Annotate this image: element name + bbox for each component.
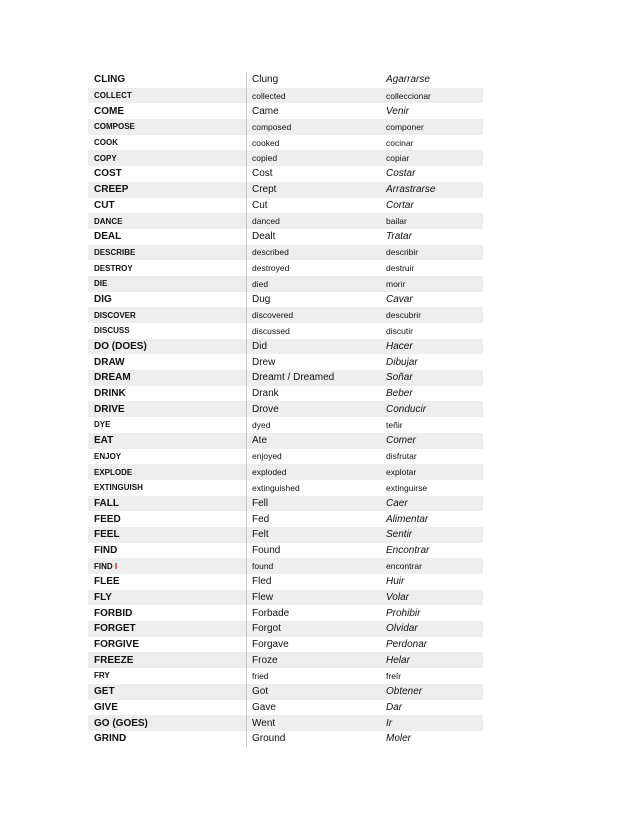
table-row xyxy=(88,119,483,135)
verb-infinitive xyxy=(88,248,246,257)
verb-infinitive-text: GRIND xyxy=(94,733,127,745)
verb-infinitive xyxy=(88,420,246,429)
table-row xyxy=(88,449,483,465)
verb-spanish: componer xyxy=(386,121,424,132)
table-row xyxy=(88,401,483,417)
table-row xyxy=(88,354,483,370)
verb-past: Cut xyxy=(252,199,268,211)
verb-infinitive-text: COST xyxy=(94,168,122,180)
verb-spanish: colleccionar xyxy=(386,90,431,101)
table-row xyxy=(88,276,483,292)
verb-infinitive xyxy=(88,138,246,147)
verb-infinitive-text: FORGIVE xyxy=(94,639,140,651)
verb-spanish: destruir xyxy=(386,263,415,274)
table-row xyxy=(88,88,483,104)
table-row xyxy=(88,574,483,590)
verb-infinitive xyxy=(88,326,246,335)
verb-infinitive xyxy=(88,592,246,603)
verb-infinitive xyxy=(88,576,246,587)
verb-past: Dealt xyxy=(252,231,276,243)
verb-infinitive xyxy=(88,702,246,713)
verb-spanish: Prohibir xyxy=(386,607,421,619)
table-row xyxy=(88,543,483,559)
verb-spanish: Hacer xyxy=(386,341,413,353)
verb-spanish: cocinar xyxy=(386,137,414,148)
verb-infinitive-text: DEAL xyxy=(94,231,122,243)
verb-infinitive xyxy=(88,452,246,461)
table-row xyxy=(88,323,483,339)
verb-past: Crept xyxy=(252,184,277,196)
verb-infinitive-text: COLLECT xyxy=(94,91,132,101)
verb-spanish: Comer xyxy=(386,435,417,447)
verb-spanish: bailar xyxy=(386,216,407,227)
verb-past: died xyxy=(252,278,269,289)
verb-past: fried xyxy=(252,670,269,681)
verb-infinitive xyxy=(88,514,246,525)
verb-infinitive-text: DRINK xyxy=(94,388,126,400)
verb-past: Fed xyxy=(252,513,270,525)
verb-past: copied xyxy=(252,153,278,164)
verb-past: composed xyxy=(252,121,292,132)
table-row xyxy=(88,198,483,214)
verb-spanish: describir xyxy=(386,247,419,258)
verb-infinitive xyxy=(88,529,246,540)
table-row xyxy=(88,72,483,88)
verb-past: Flew xyxy=(252,592,274,604)
verb-infinitive xyxy=(88,279,246,288)
verb-spanish: Obtener xyxy=(386,686,423,698)
verb-infinitive-text: FALL xyxy=(94,497,119,509)
verb-spanish: Conducir xyxy=(386,403,427,415)
table-row xyxy=(88,496,483,512)
verb-infinitive xyxy=(88,231,246,242)
verb-spanish: Sentir xyxy=(386,529,413,541)
table-row xyxy=(88,213,483,229)
verb-infinitive-text: EAT xyxy=(94,435,114,447)
verb-past: Froze xyxy=(252,654,278,666)
verb-infinitive xyxy=(88,733,246,744)
verb-infinitive-text: EXPLODE xyxy=(94,467,133,477)
verb-infinitive-text: FEED xyxy=(94,513,121,525)
verb-infinitive-text: DISCOVER xyxy=(94,310,136,320)
table-row xyxy=(88,464,483,480)
table-row xyxy=(88,511,483,527)
verb-past: Fell xyxy=(252,497,269,509)
verb-spanish: explotar xyxy=(386,467,417,478)
verb-infinitive-text: CUT xyxy=(94,199,115,211)
verb-spanish: encontrar xyxy=(386,561,422,572)
verb-past: Clung xyxy=(252,74,279,86)
verb-past: Gave xyxy=(252,701,276,713)
verb-spanish: morir xyxy=(386,278,406,289)
table-row xyxy=(88,590,483,606)
column-divider xyxy=(246,72,247,747)
verb-infinitive-text: DREAM xyxy=(94,372,131,384)
table-row xyxy=(88,558,483,574)
verb-spanish: Cavar xyxy=(386,293,413,305)
verb-past: Dug xyxy=(252,293,271,305)
verb-infinitive-text: DRAW xyxy=(94,356,125,368)
table-row xyxy=(88,370,483,386)
verb-spanish: Ir xyxy=(386,717,393,729)
verb-infinitive-text: DANCE xyxy=(94,216,123,226)
table-row xyxy=(88,700,483,716)
verb-infinitive-text: CREEP xyxy=(94,184,129,196)
verb-infinitive xyxy=(88,388,246,399)
table-row xyxy=(88,480,483,496)
verb-spanish: Alimentar xyxy=(386,513,429,525)
verb-past: Came xyxy=(252,105,279,117)
verb-spanish: discutir xyxy=(386,325,413,336)
verb-spanish: Agarrarse xyxy=(386,74,430,86)
verb-infinitive-text: FLY xyxy=(94,592,112,604)
verb-infinitive xyxy=(88,74,246,85)
verb-infinitive xyxy=(88,217,246,226)
table-row xyxy=(88,605,483,621)
verb-infinitive xyxy=(88,655,246,666)
table-row xyxy=(88,150,483,166)
verb-past: found xyxy=(252,561,274,572)
verb-past: described xyxy=(252,247,289,258)
verb-spanish: disfrutar xyxy=(386,451,417,462)
verb-infinitive-text: DO (DOES) xyxy=(94,341,147,353)
verb-spanish: freír xyxy=(386,670,402,681)
table-row xyxy=(88,668,483,684)
verb-infinitive xyxy=(88,718,246,729)
verb-infinitive-text: FORBID xyxy=(94,607,133,619)
verb-spanish: Beber xyxy=(386,388,413,400)
table-row xyxy=(88,182,483,198)
table-row xyxy=(88,135,483,151)
verb-infinitive xyxy=(88,264,246,273)
verb-infinitive xyxy=(88,184,246,195)
verb-past: dyed xyxy=(252,419,271,430)
verb-past: Forbade xyxy=(252,607,290,619)
verb-past: Ground xyxy=(252,733,286,745)
verb-past: Found xyxy=(252,544,281,556)
verb-infinitive xyxy=(88,639,246,650)
verb-spanish: Perdonar xyxy=(386,639,428,651)
verb-spanish: Cortar xyxy=(386,199,414,211)
verb-spanish: Dibujar xyxy=(386,356,418,368)
verb-infinitive xyxy=(88,372,246,383)
verb-infinitive-text: DESTROY xyxy=(94,263,133,273)
verb-infinitive-text: CLING xyxy=(94,74,126,86)
verb-past: Dreamt / Dreamed xyxy=(252,372,335,384)
verb-infinitive-text: COME xyxy=(94,105,124,117)
verb-past: Did xyxy=(252,341,268,353)
verb-past: Went xyxy=(252,717,276,729)
verb-infinitive xyxy=(88,562,246,571)
table-row xyxy=(88,684,483,700)
verb-infinitive xyxy=(88,623,246,634)
verb-past: discussed xyxy=(252,325,290,336)
verb-infinitive-text: FEEL xyxy=(94,529,120,541)
verb-infinitive-text: COMPOSE xyxy=(94,122,135,132)
verb-infinitive xyxy=(88,545,246,556)
verb-infinitive xyxy=(88,468,246,477)
verb-spanish: extinguirse xyxy=(386,482,428,493)
verb-infinitive-text: COPY xyxy=(94,153,117,163)
verb-infinitive-text: FIND xyxy=(94,544,118,556)
verb-infinitive xyxy=(88,435,246,446)
verb-infinitive xyxy=(88,122,246,131)
verb-spanish: Moler xyxy=(386,733,412,745)
verb-infinitive-text: GO (GOES) xyxy=(94,717,148,729)
verb-past: destroyed xyxy=(252,263,290,274)
table-row xyxy=(88,245,483,261)
table-row xyxy=(88,166,483,182)
table-row xyxy=(88,339,483,355)
verb-spanish: teñir xyxy=(386,419,403,430)
verb-past: Forgot xyxy=(252,623,281,635)
verb-infinitive xyxy=(88,483,246,492)
verb-spanish: Costar xyxy=(386,168,416,180)
verb-infinitive-text: DYE xyxy=(94,420,111,430)
verb-past: collected xyxy=(252,90,286,101)
table-row xyxy=(88,103,483,119)
verb-infinitive xyxy=(88,341,246,352)
verb-spanish: descubrir xyxy=(386,310,421,321)
verb-infinitive-text: GET xyxy=(94,686,115,698)
table-row xyxy=(88,307,483,323)
verb-spanish: Arrastrarse xyxy=(386,184,436,196)
verb-past: Fled xyxy=(252,576,272,588)
verb-past: Cost xyxy=(252,168,273,180)
verb-infinitive xyxy=(88,357,246,368)
table-row xyxy=(88,527,483,543)
verb-infinitive-text: FORGET xyxy=(94,623,136,635)
verb-spanish: Huir xyxy=(386,576,405,588)
verb-past: exploded xyxy=(252,467,287,478)
table-row xyxy=(88,417,483,433)
verb-infinitive-text: DIG xyxy=(94,293,112,305)
verb-infinitive-text: FREEZE xyxy=(94,654,134,666)
verb-infinitive xyxy=(88,91,246,100)
verb-infinitive-text: DISCUSS xyxy=(94,326,130,336)
verb-spanish: Venir xyxy=(386,105,409,117)
table-row xyxy=(88,715,483,731)
verb-past: Forgave xyxy=(252,639,289,651)
verb-spanish: Dar xyxy=(386,701,403,713)
verb-past: cooked xyxy=(252,137,280,148)
verb-spanish: Volar xyxy=(386,592,409,604)
verb-spanish: copiar xyxy=(386,153,410,164)
verb-infinitive xyxy=(88,294,246,305)
verb-infinitive-text: FIND xyxy=(94,561,113,571)
verb-infinitive xyxy=(88,608,246,619)
verb-infinitive-text: DRIVE xyxy=(94,403,125,415)
table-row xyxy=(88,637,483,653)
verb-spanish: Caer xyxy=(386,497,408,509)
verb-spanish: Tratar xyxy=(386,231,412,243)
verb-past: enjoyed xyxy=(252,451,282,462)
verb-past: Drank xyxy=(252,388,279,400)
verb-infinitive-text: FLEE xyxy=(94,576,120,588)
verb-infinitive-text: EXTINGUISH xyxy=(94,483,143,493)
verb-table xyxy=(88,72,483,747)
red-mark: I xyxy=(114,561,118,571)
verb-past: discovered xyxy=(252,310,294,321)
table-row xyxy=(88,433,483,449)
verb-spanish: Olvidar xyxy=(386,623,418,635)
verb-past: Felt xyxy=(252,529,269,541)
verb-spanish: Helar xyxy=(386,654,410,666)
verb-infinitive-text: ENJOY xyxy=(94,451,122,461)
verb-infinitive xyxy=(88,311,246,320)
verb-infinitive xyxy=(88,671,246,680)
table-row xyxy=(88,621,483,637)
verb-past: extinguished xyxy=(252,482,300,493)
verb-infinitive-text: FRY xyxy=(94,671,110,681)
table-row xyxy=(88,731,483,747)
verb-past: Ate xyxy=(252,435,268,447)
table-row xyxy=(88,229,483,245)
verb-infinitive xyxy=(88,686,246,697)
verb-spanish: Encontrar xyxy=(386,544,430,556)
verb-infinitive xyxy=(88,168,246,179)
verb-infinitive xyxy=(88,404,246,415)
table-row xyxy=(88,260,483,276)
verb-infinitive xyxy=(88,498,246,509)
table-row xyxy=(88,292,483,308)
verb-infinitive-text: COOK xyxy=(94,138,118,148)
verb-past: Drove xyxy=(252,403,279,415)
verb-infinitive xyxy=(88,106,246,117)
table-row xyxy=(88,386,483,402)
verb-spanish: Soñar xyxy=(386,372,413,384)
verb-infinitive-text: DIE xyxy=(94,279,108,289)
verb-infinitive xyxy=(88,200,246,211)
verb-infinitive-text: GIVE xyxy=(94,701,118,713)
verb-past: danced xyxy=(252,216,280,227)
verb-infinitive xyxy=(88,154,246,163)
verb-past: Drew xyxy=(252,356,276,368)
verb-past: Got xyxy=(252,686,269,698)
table-row xyxy=(88,652,483,668)
verb-infinitive-text: DESCRIBE xyxy=(94,247,136,257)
